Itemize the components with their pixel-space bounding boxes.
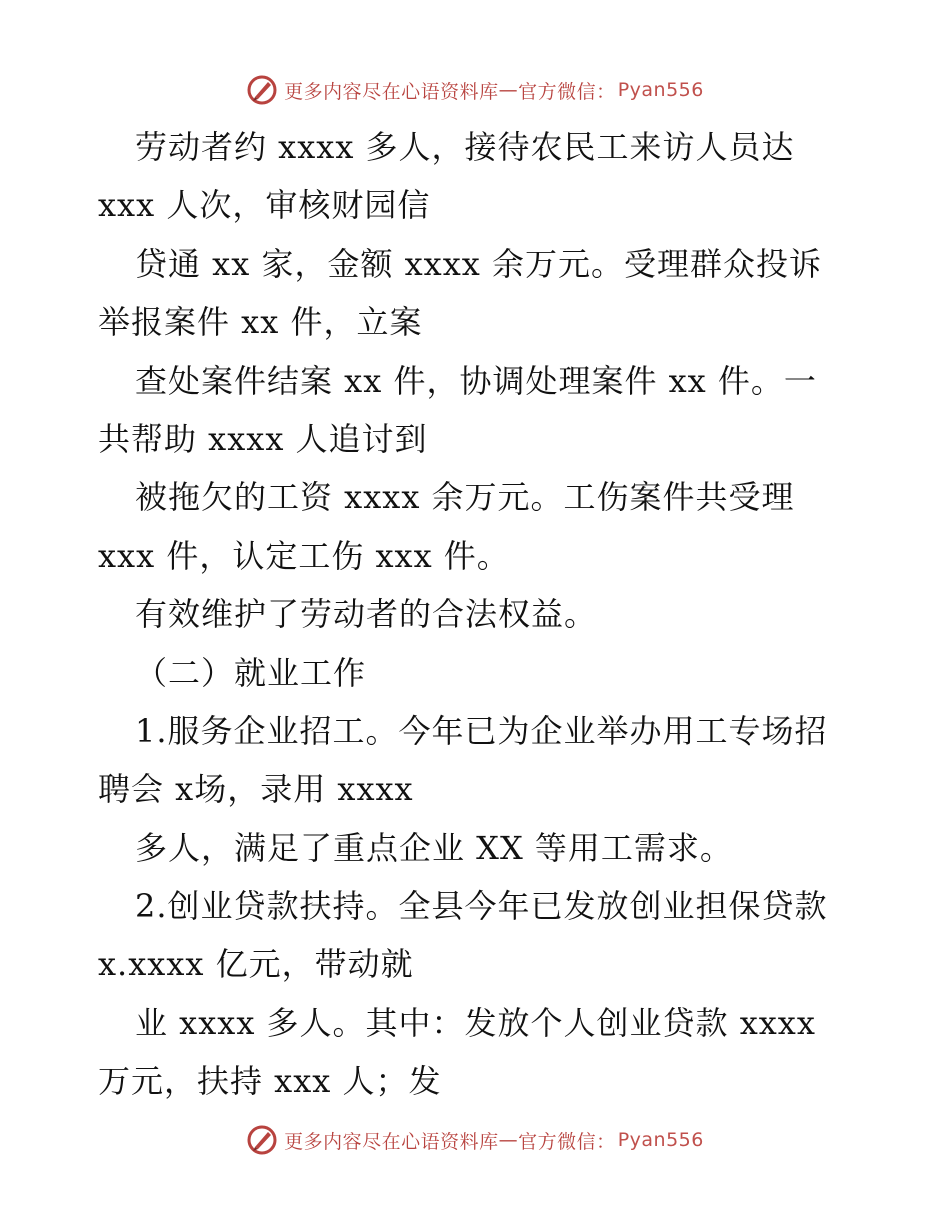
document-body: [98, 118, 858, 1111]
pen-logo-icon: [246, 74, 278, 106]
banner-text: 更多内容尽在心语资料库: [284, 1130, 499, 1153]
text-line: （二）就业工作: [135, 653, 367, 692]
text-line: 贷通 xx 家，金额 xxxx 余万元。受理群众投诉: [135, 244, 822, 283]
text-line: 2.创业贷款扶持。全县今年已发放创业担保贷款: [135, 887, 828, 926]
text-line: 万元，扶持 xxx 人；发: [98, 1062, 442, 1101]
banner-text: 更多内容尽在心语资料库: [284, 80, 499, 103]
banner-handle: Pyan556: [617, 79, 704, 101]
text-line: 多人，满足了重点企业 XX 等用工需求。: [135, 828, 733, 867]
text-line: x.xxxx 亿元，带动就: [98, 945, 414, 984]
banner-handle: Pyan556: [617, 1129, 704, 1151]
text-line: 劳动者约 xxxx 多人，接待农民工来访人员达: [135, 128, 795, 166]
text-line: 查处案件结案 xx 件，协调处理案件 xx 件。一: [135, 361, 817, 400]
banner-separator: —: [498, 1129, 519, 1151]
footer-banner: [0, 1120, 950, 1160]
text-line: xxx 件，认定工伤 xxx 件。: [98, 536, 510, 575]
text-line: xxx 人次，审核财园信: [98, 186, 431, 225]
pen-logo-icon: [246, 1124, 278, 1156]
text-line: 举报案件 xx 件，立案: [98, 303, 423, 342]
text-line: 有效维护了劳动者的合法权益。: [135, 595, 598, 634]
banner-separator: —: [498, 79, 519, 101]
text-line: 被拖欠的工资 xxxx 余万元。工伤案件共受理: [135, 478, 795, 517]
header-banner: [0, 70, 950, 110]
text-line: 共帮助 xxxx 人追讨到: [98, 419, 428, 458]
text-line: 1.服务企业招工。今年已为企业举办用工专场招: [135, 711, 828, 750]
banner-official: 官方微信：: [518, 1130, 616, 1153]
text-line: 业 xxxx 多人。其中：发放个人创业贷款 xxxx: [135, 1003, 816, 1042]
text-line: 聘会 x场，录用 xxxx: [98, 770, 414, 809]
banner-official: 官方微信：: [518, 80, 616, 103]
